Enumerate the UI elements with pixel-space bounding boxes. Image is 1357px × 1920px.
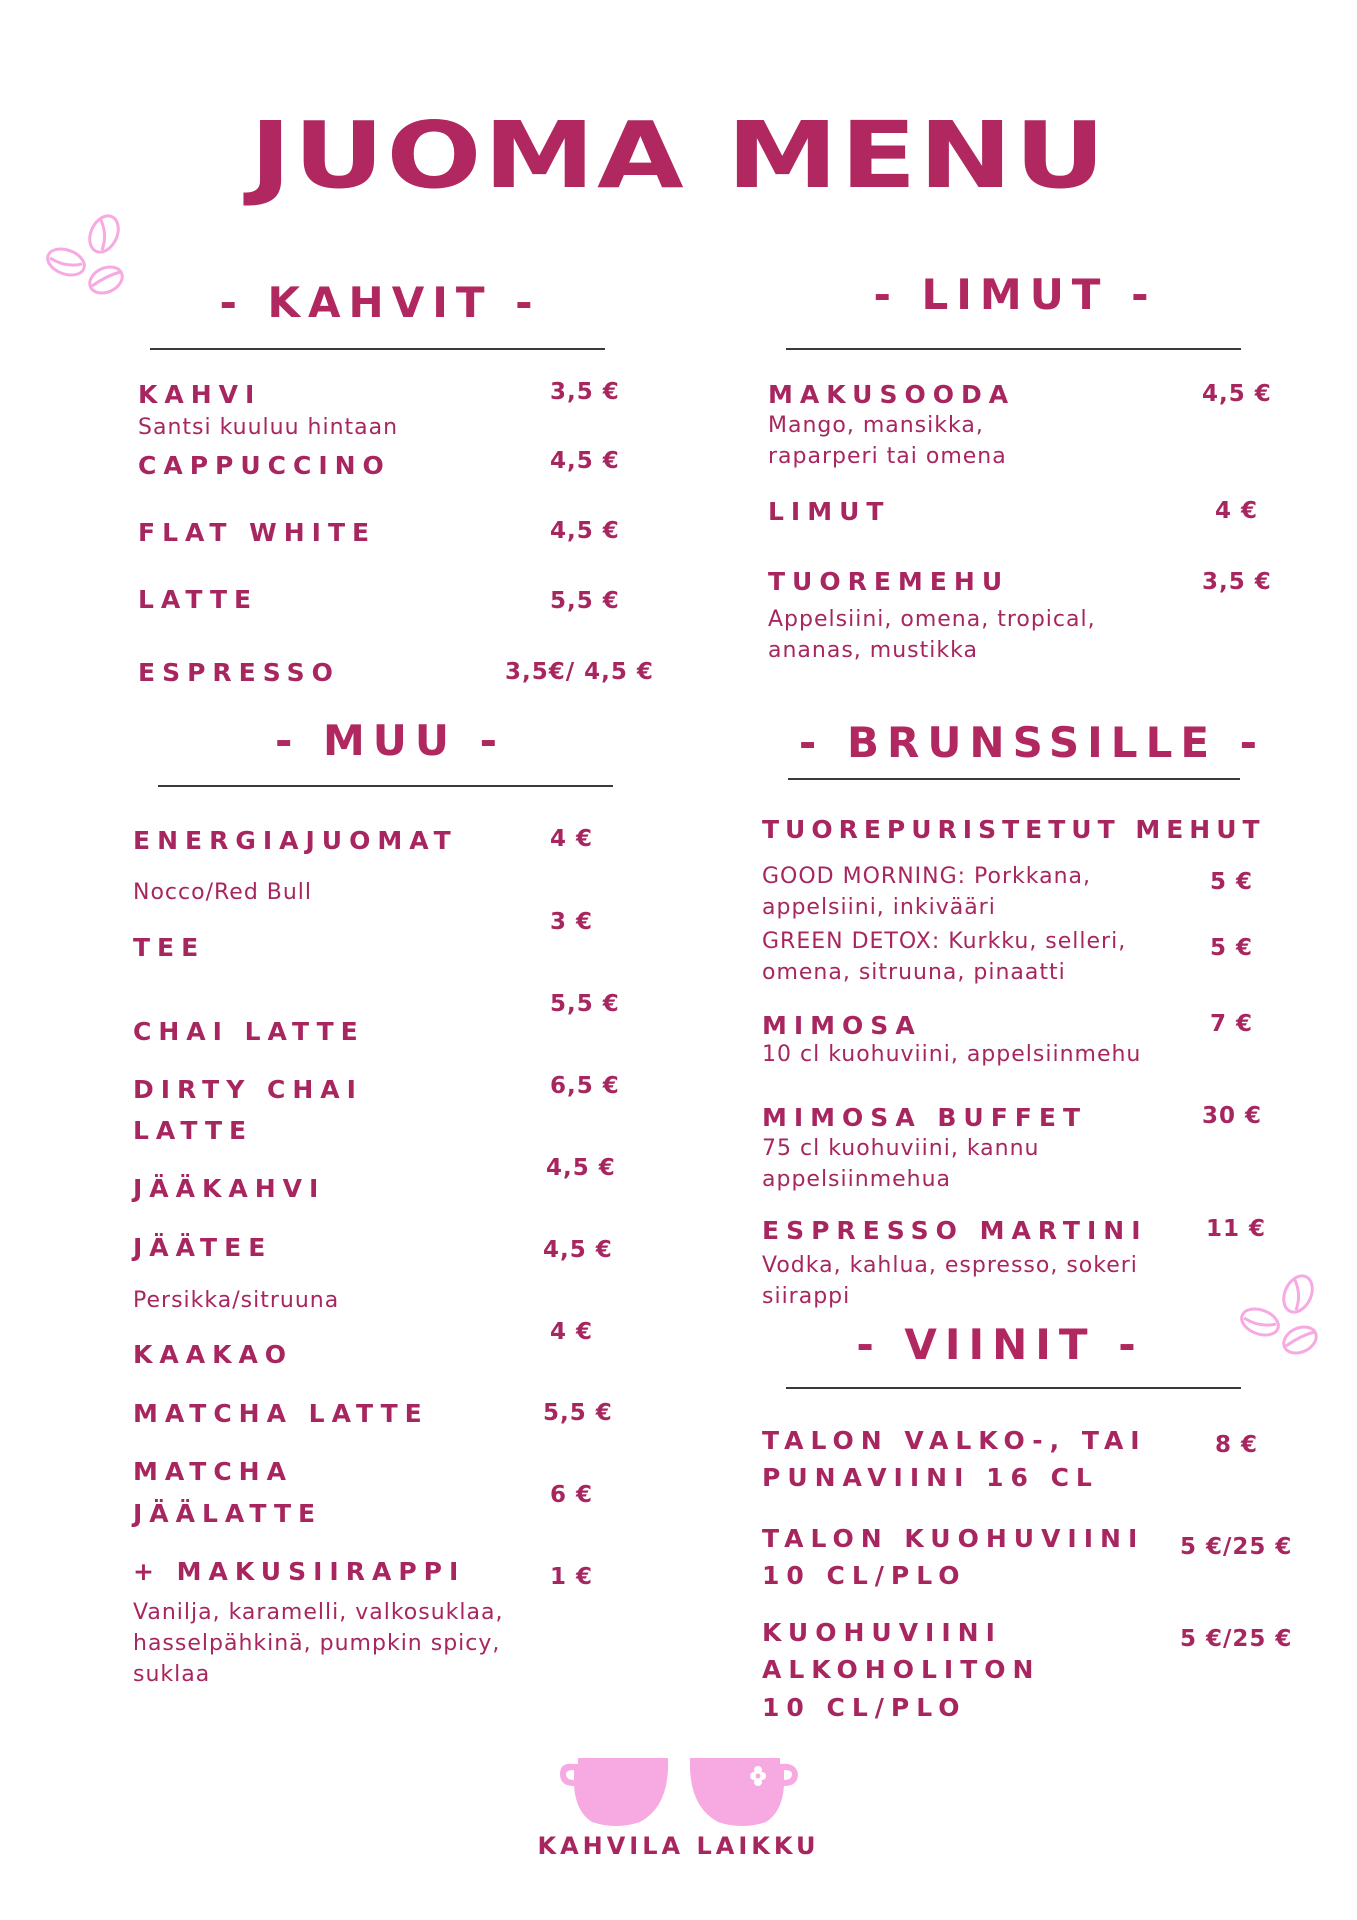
menu-item-name: + MAKUSIIRAPPI xyxy=(133,1557,466,1586)
section-heading-viinit: - VIINIT - xyxy=(856,1320,1144,1369)
coffee-beans-icon xyxy=(44,212,134,312)
section-heading-brunssille: - BRUNSSILLE - xyxy=(798,718,1266,767)
coffee-cup-icon xyxy=(556,1756,674,1828)
menu-item-price: 5,5 € xyxy=(550,588,620,614)
coffee-beans-icon xyxy=(1238,1272,1328,1372)
menu-item-description: ananas, mustikka xyxy=(768,638,978,663)
menu-item-description: appelsiinmehua xyxy=(762,1167,952,1192)
menu-item-price: 5 € xyxy=(1210,935,1254,961)
coffee-cup-icon xyxy=(684,1756,802,1828)
menu-item-description: Appelsiini, omena, tropical, xyxy=(768,607,1096,632)
divider xyxy=(150,348,605,350)
section-heading-kahvit: - KAHVIT - xyxy=(219,278,541,327)
menu-item-name: TALON VALKO-, TAI xyxy=(762,1426,1147,1455)
section-heading-limut: - LIMUT - xyxy=(873,270,1157,319)
menu-item-price: 8 € xyxy=(1215,1432,1259,1458)
menu-item-price: 3,5 € xyxy=(1202,569,1272,595)
menu-item-name: KUOHUVIINI xyxy=(762,1618,1002,1647)
menu-item-price: 5 €/25 € xyxy=(1180,1534,1293,1560)
menu-item-name: DIRTY CHAI xyxy=(133,1075,363,1104)
menu-item-name: 10 CL/PLO xyxy=(762,1693,967,1722)
menu-item-description: Santsi kuuluu hintaan xyxy=(138,415,399,440)
divider xyxy=(786,348,1241,350)
menu-item-name: MAKUSOODA xyxy=(768,380,1016,409)
menu-item-price: 4 € xyxy=(550,826,594,852)
menu-item-description: Mango, mansikka, xyxy=(768,413,984,438)
menu-item-price: 30 € xyxy=(1202,1103,1263,1129)
menu-item-name: LATTE xyxy=(138,585,259,614)
menu-item-price: 4,5 € xyxy=(546,1155,616,1181)
menu-item-price: 4,5 € xyxy=(550,518,620,544)
menu-item-description: GREEN DETOX: Kurkku, selleri, xyxy=(762,929,1127,954)
menu-item-price: 3,5€/ 4,5 € xyxy=(505,659,654,685)
menu-item-price: 4,5 € xyxy=(1202,381,1272,407)
menu-item-description: Nocco/Red Bull xyxy=(133,880,313,905)
menu-item-name: MIMOSA xyxy=(762,1011,922,1040)
menu-item-description: appelsiini, inkivääri xyxy=(762,895,996,920)
section-heading-muu: - MUU - xyxy=(274,716,506,765)
menu-item-description: siirappi xyxy=(762,1284,851,1309)
menu-item-name: ESPRESSO MARTINI xyxy=(762,1216,1148,1245)
menu-item-description: Vanilja, karamelli, valkosuklaa, xyxy=(133,1600,504,1625)
menu-item-name: MIMOSA BUFFET xyxy=(762,1103,1088,1132)
menu-item-name: LIMUT xyxy=(768,497,891,526)
menu-item-name: TALON KUOHUVIINI xyxy=(762,1524,1145,1553)
menu-item-price: 3,5 € xyxy=(550,379,620,405)
menu-item-name: PUNAVIINI 16 CL xyxy=(762,1463,1099,1492)
menu-item-name: MATCHA LATTE xyxy=(133,1399,429,1428)
menu-item-description: 10 cl kuohuviini, appelsiinmehu xyxy=(762,1042,1142,1067)
menu-item-price: 5 €/25 € xyxy=(1180,1626,1293,1652)
cafe-name: KAHVILA LAIKKU xyxy=(537,1832,820,1860)
menu-item-price: 3 € xyxy=(550,909,594,935)
menu-item-name: ALKOHOLITON xyxy=(762,1655,1041,1684)
menu-item-name: ESPRESSO xyxy=(138,658,340,687)
menu-item-price: 4,5 € xyxy=(543,1237,613,1263)
menu-item-name: FLAT WHITE xyxy=(138,518,377,547)
menu-item-name: LATTE xyxy=(133,1116,254,1145)
menu-item-name: TEE xyxy=(133,933,206,962)
menu-item-description: Vodka, kahlua, espresso, sokeri xyxy=(762,1253,1138,1278)
menu-item-price: 5,5 € xyxy=(543,1400,613,1426)
menu-item-price: 4 € xyxy=(550,1319,594,1345)
menu-item-name: JÄÄKAHVI xyxy=(133,1174,326,1203)
menu-item-description: Persikka/sitruuna xyxy=(133,1288,340,1313)
menu-item-description: 75 cl kuohuviini, kannu xyxy=(762,1136,1040,1161)
menu-item-price: 7 € xyxy=(1210,1011,1254,1037)
menu-item-price: 6,5 € xyxy=(550,1073,620,1099)
divider xyxy=(786,1387,1241,1389)
menu-item-description: omena, sitruuna, pinaatti xyxy=(762,960,1066,985)
menu-item-name: 10 CL/PLO xyxy=(762,1561,967,1590)
menu-item-price: 6 € xyxy=(550,1482,594,1508)
menu-item-name: KAHVI xyxy=(138,380,262,409)
menu-item-price: 11 € xyxy=(1206,1216,1267,1242)
menu-item-name: KAAKAO xyxy=(133,1340,294,1369)
divider xyxy=(788,778,1240,780)
menu-item-price: 4,5 € xyxy=(550,448,620,474)
menu-item-price: 1 € xyxy=(550,1564,594,1590)
menu-item-name: ENERGIAJUOMAT xyxy=(133,826,458,855)
menu-item-price: 5,5 € xyxy=(550,991,620,1017)
menu-item-name: TUOREMEHU xyxy=(768,567,1010,596)
menu-item-name: JÄÄTEE xyxy=(133,1233,273,1262)
menu-item-name: CHAI LATTE xyxy=(133,1017,365,1046)
menu-item-name: JÄÄLATTE xyxy=(133,1499,323,1528)
menu-item-name: MATCHA xyxy=(133,1457,293,1486)
menu-item-description: suklaa xyxy=(133,1662,211,1687)
divider xyxy=(158,785,613,787)
menu-item-price: 5 € xyxy=(1210,869,1254,895)
menu-item-price: 4 € xyxy=(1215,498,1259,524)
menu-item-description: raparperi tai omena xyxy=(768,444,1007,469)
menu-title: JUOMA MENU xyxy=(249,102,1108,210)
menu-item-description: hasselpähkinä, pumpkin spicy, xyxy=(133,1631,501,1656)
menu-item-description: GOOD MORNING: Porkkana, xyxy=(762,864,1092,889)
menu-item-name: CAPPUCCINO xyxy=(138,451,391,480)
menu-subheading: TUOREPURISTETUT MEHUT xyxy=(762,815,1266,844)
